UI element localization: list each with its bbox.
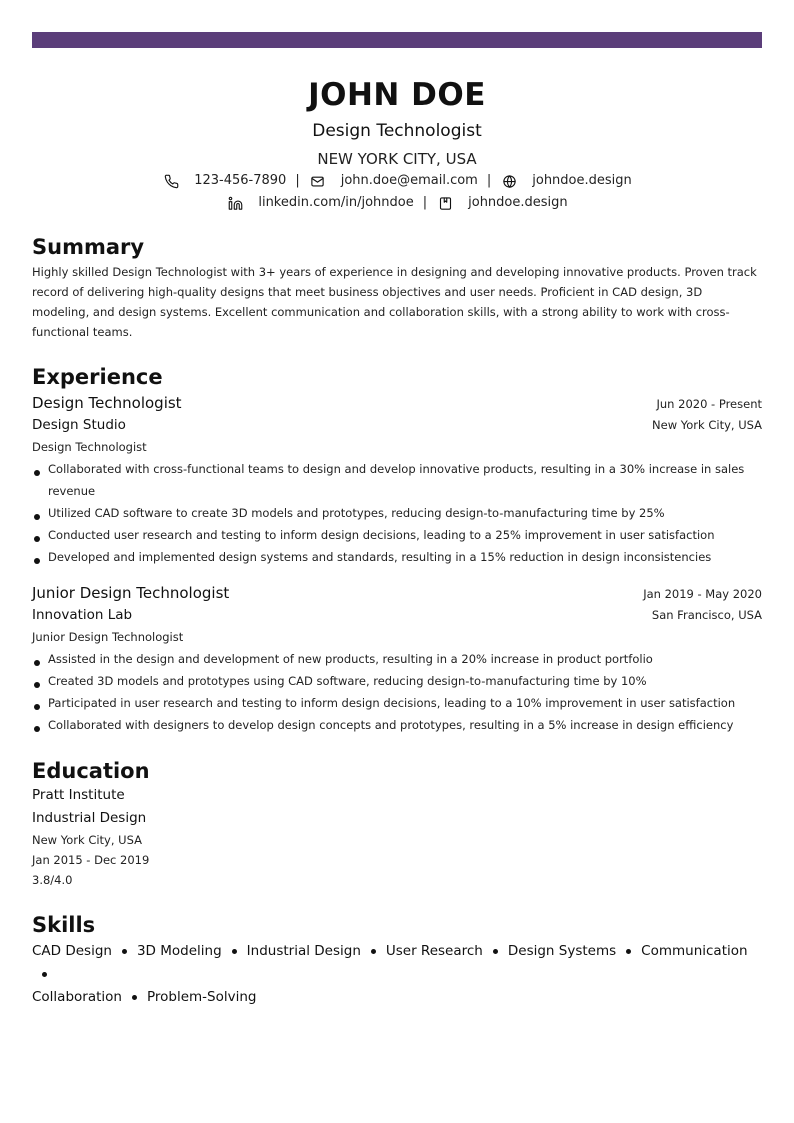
website-link[interactable]: johndoe.design bbox=[532, 173, 632, 188]
list-item: Developed and implemented design systems and standards, resulting in a 15% reduction in design inconsistencies bbox=[32, 546, 762, 568]
separator: | bbox=[295, 173, 300, 188]
list-item: Collaborated with cross-functional teams to design and develop innovative products, resulting in a 30% increase in sales revenue bbox=[32, 458, 762, 502]
job-role: Junior Design Technologist bbox=[32, 630, 184, 644]
mail-icon bbox=[309, 172, 327, 190]
skill-item: Collaboration bbox=[32, 989, 122, 1005]
job-dates: Jan 2019 - May 2020 bbox=[643, 587, 762, 601]
globe-icon bbox=[500, 172, 518, 190]
section-heading: Experience bbox=[32, 365, 163, 389]
job-title: Junior Design Technologist bbox=[32, 584, 230, 602]
separator: | bbox=[486, 173, 492, 188]
accent-bar bbox=[32, 32, 762, 48]
portfolio-icon bbox=[436, 194, 454, 212]
list-item: Collaborated with designers to develop design concepts and prototypes, resulting in a 5% increase in design efficiency bbox=[32, 714, 762, 736]
skill-item: Design Systems bbox=[507, 943, 617, 959]
candidate-title: Design Technologist bbox=[312, 121, 482, 141]
list-item: Utilized CAD software to create 3D models and prototypes, reducing design-to-manufacturing time by 25% bbox=[32, 502, 762, 524]
section-heading: Skills bbox=[32, 913, 96, 937]
contact-row-secondary bbox=[32, 194, 762, 212]
job-location: San Francisco, USA bbox=[651, 608, 762, 622]
bullet-separator bbox=[493, 949, 498, 954]
list-item: Assisted in the design and development of new products, resulting in a 20% increase in product portfolio bbox=[32, 648, 762, 670]
candidate-name: JOHN DOE bbox=[308, 77, 486, 113]
job-entry bbox=[32, 392, 762, 568]
skill-item: User Research bbox=[385, 943, 483, 959]
job-location: New York City, USA bbox=[652, 418, 762, 432]
bullet-separator bbox=[122, 949, 127, 954]
email-link[interactable]: john.doe@email.com bbox=[340, 173, 478, 188]
bullet-separator bbox=[132, 995, 137, 1000]
phone-icon bbox=[162, 172, 180, 190]
section-heading: Summary bbox=[32, 235, 145, 259]
school-location: New York City, USA bbox=[32, 833, 142, 847]
phone-number[interactable]: 123-456-7890 bbox=[194, 173, 287, 188]
job-bullets bbox=[32, 648, 762, 736]
bullet-separator bbox=[232, 949, 237, 954]
bullet-separator bbox=[371, 949, 376, 954]
education-dates: Jan 2015 - Dec 2019 bbox=[32, 853, 150, 867]
contact-row-primary bbox=[32, 172, 762, 190]
resume-page bbox=[32, 32, 762, 1009]
experience-section bbox=[32, 364, 762, 736]
gpa: 3.8/4.0 bbox=[32, 873, 73, 887]
job-dates: Jun 2020 - Present bbox=[656, 397, 762, 411]
school-name: Pratt Institute bbox=[32, 787, 125, 803]
skill-item: Problem-Solving bbox=[146, 989, 257, 1005]
bullet-separator bbox=[42, 972, 47, 977]
education-section bbox=[32, 758, 762, 890]
linkedin-icon bbox=[226, 194, 244, 212]
skill-item: Industrial Design bbox=[246, 943, 361, 959]
portfolio-link[interactable]: johndoe.design bbox=[468, 195, 568, 210]
job-bullets bbox=[32, 458, 762, 568]
summary-text: Highly skilled Design Technologist with 3+ years of experience in designing and developing innovative products. Proven track record of delivering high-quality designs that meet business objectives and user needs. Proficient in CAD design, 3D modeling, and design systems. Excellent communication and collaboration skills, with a strong ability to work with cross-functional teams. bbox=[32, 265, 757, 339]
skill-item: Communication bbox=[641, 943, 748, 959]
skills-list bbox=[32, 940, 762, 1009]
company-name: Design Studio bbox=[32, 417, 126, 433]
linkedin-link[interactable]: linkedin.com/in/johndoe bbox=[258, 195, 414, 210]
skills-section bbox=[32, 912, 762, 1009]
list-item: Participated in user research and testing to inform design decisions, leading to a 10% improvement in user satisfaction bbox=[32, 692, 762, 714]
bullet-separator bbox=[626, 949, 631, 954]
skill-item: 3D Modeling bbox=[136, 943, 222, 959]
degree: Industrial Design bbox=[32, 810, 147, 826]
resume-header bbox=[32, 76, 762, 212]
company-name: Innovation Lab bbox=[32, 607, 133, 623]
list-item: Created 3D models and prototypes using CAD software, reducing design-to-manufacturing time by 10% bbox=[32, 670, 762, 692]
list-item: Conducted user research and testing to inform design decisions, leading to a 25% improvement in user satisfaction bbox=[32, 524, 762, 546]
skill-item: CAD Design bbox=[32, 943, 112, 959]
summary-section bbox=[32, 234, 762, 342]
candidate-location: NEW YORK CITY, USA bbox=[317, 150, 477, 168]
job-entry bbox=[32, 582, 762, 736]
job-role: Design Technologist bbox=[32, 440, 147, 454]
separator: | bbox=[422, 195, 428, 210]
job-title: Design Technologist bbox=[32, 394, 182, 412]
section-heading: Education bbox=[32, 759, 150, 783]
